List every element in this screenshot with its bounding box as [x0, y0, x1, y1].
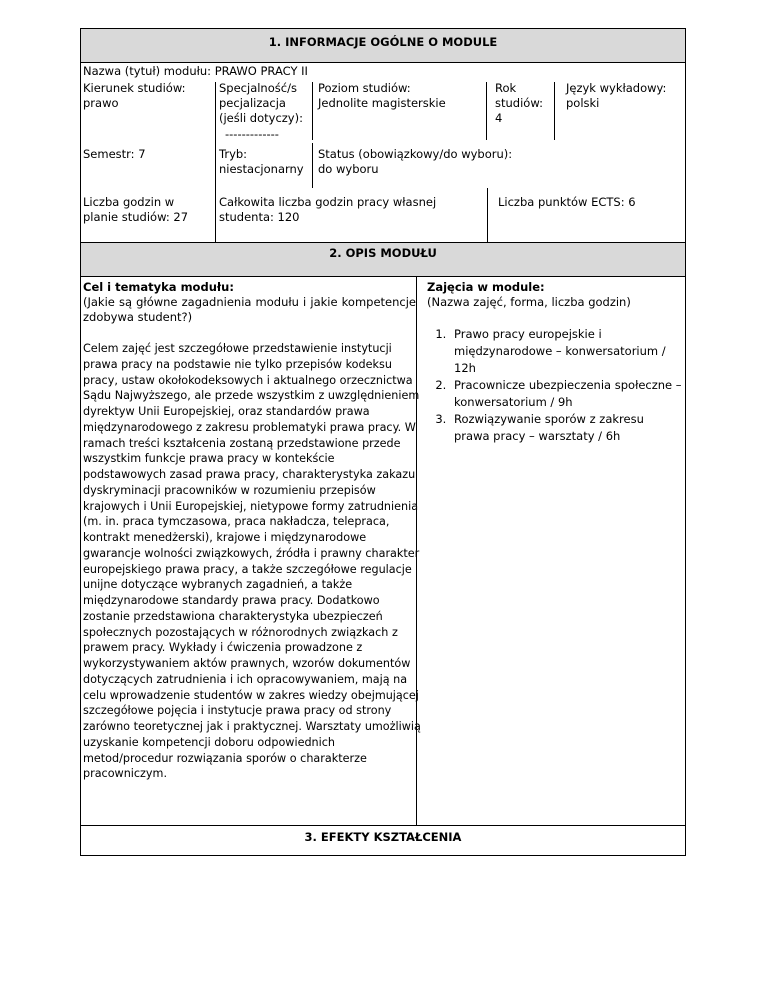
godziny-label-2: planie studiów: 27 — [83, 210, 189, 224]
module-name: Nazwa (tytuł) modułu: PRAWO PRACY II — [83, 64, 308, 78]
cel-title: Cel i tematyka modułu: — [83, 280, 234, 294]
rok-label-1: Rok — [495, 81, 517, 95]
status-label: Status (obowiązkowy/do wyboru): — [318, 147, 513, 161]
section2-heading: 2. OPIS MODUŁU — [329, 246, 437, 260]
tryb-label: Tryb: — [219, 147, 248, 161]
zajecia-subtitle: (Nazwa zajęć, forma, liczba godzin) — [427, 295, 631, 309]
rok-value: 4 — [495, 111, 503, 125]
kierunek-value: prawo — [83, 96, 119, 110]
cel-body: Celem zajęć jest szczegółowe przedstawienie instytucji prawa pracy na podstawie nie tylko przepisów kodeksu pracy, ustaw okołokodeksowych i aktualnego orzecznictwa Sądu Najwyższego, ale przede wszystkim z uwzględnieniem dyrektyw Unii Europejskiej, oraz standardów prawa międzynarodowego z zakresu problematyki prawa pracy. W ramach treści kształcenia zostaną przedstawione przede wszystkim funkcje prawa pracy w kontekście podstawowych zasad prawa pracy, charakterystyka zakazu dyskryminacji pracowników w rozumieniu przepisów krajowych i Unii Europejskiej, nietypowe formy zatrudnienia (m. in. praca tymczasowa, praca nakładcza, telepraca, kontrakt menedżerski), krajowe i międzynarodowe gwarancje wolności związkowych, źródła i prawny charakter europejskiego prawa pracy, a także szczegółowe regulacje unijne dotyczące wybranych zagadnień, a także międzynarodowe standardy prawa pracy. Dodatkowo zostanie przedstawiona charakterystyka ubezpieczeń społecznych pozostających w różnorodnych związkach z prawem pracy. Wykłady i ćwiczenia prowadzone z wykorzystywaniem aktów prawnych, wzorów dokumentów dotyczących zatrudnienia i ich opracowywaniem, mają na celu wprowadzenie studentów w zakres wiedzy obejmującej szczegółowe pojęcia i instytucje prawa pracy od strony zarówno teoretycznej jak i praktycznej. Warsztaty umożliwią uzyskanie kompetencji doboru odpowiednich metod/procedur rozwiązania sporów o charakterze pracowniczym. — [83, 342, 421, 781]
kierunek-label: Kierunek studiów: — [83, 81, 186, 95]
section3-heading: 3. EFEKTY KSZTAŁCENIA — [304, 830, 462, 844]
status-value: do wyboru — [318, 162, 379, 176]
semestr: Semestr: 7 — [83, 147, 146, 161]
praca-label-2: studenta: 120 — [219, 210, 300, 224]
zajecia-title: Zajęcia w module: — [427, 280, 545, 294]
rok-label-2: studiów: — [495, 96, 543, 110]
section1-heading: 1. INFORMACJE OGÓLNE O MODULE — [268, 35, 498, 49]
spec-value: ------------- — [225, 127, 279, 141]
tryb-value: niestacjonarny — [219, 162, 304, 176]
list-item: 3. Rozwiązywanie sporów z zakresu prawa pracy – warsztaty / 6h — [450, 411, 682, 445]
list-item: 2. Pracownicze ubezpieczenia społeczne – konwersatorium / 9h — [450, 377, 682, 411]
ects: Liczba punktów ECTS: 6 — [498, 195, 636, 209]
cel-subtitle: (Jakie są główne zagadnienia modułu i jakie kompetencje zdobywa student?) — [83, 295, 416, 325]
zajecia-list — [430, 326, 682, 445]
jezyk-value: polski — [566, 96, 600, 110]
poziom-value: Jednolite magisterskie — [318, 96, 446, 110]
jezyk-label: Język wykładowy: — [566, 81, 667, 95]
spec-label-2: pecjalizacja — [219, 96, 286, 110]
spec-label-3: (jeśli dotyczy): — [219, 111, 303, 125]
godziny-label-1: Liczba godzin w — [83, 195, 175, 209]
spec-label-1: Specjalność/s — [219, 81, 297, 95]
poziom-label: Poziom studiów: — [318, 81, 411, 95]
list-item: 1. Prawo pracy europejskie i międzynarodowe – konwersatorium / 12h — [450, 326, 682, 377]
praca-label-1: Całkowita liczba godzin pracy własnej — [219, 195, 437, 209]
